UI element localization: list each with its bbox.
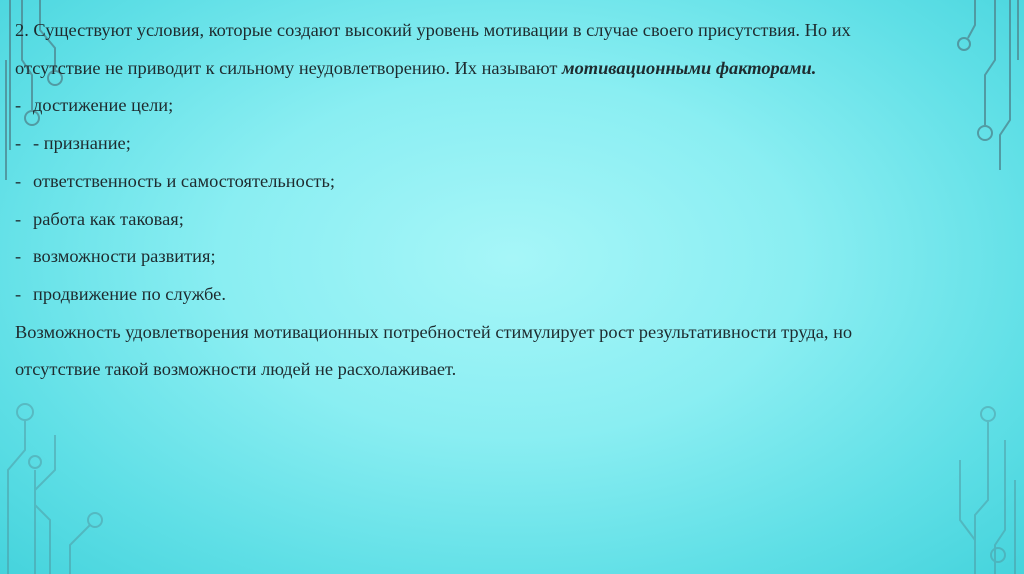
intro-line-2 <box>15 50 1015 88</box>
list-item-text: ответственность и самостоятельность; <box>33 170 335 191</box>
bullet-marker: - <box>15 95 22 116</box>
emphasis-term: мотивационными факторами. <box>561 57 817 78</box>
conclusion-line-2: отсутствие такой возможности людей не расхолаживает. <box>15 359 457 380</box>
bullet-marker: - <box>15 246 22 267</box>
bullet-marker: - <box>15 133 22 154</box>
bullet-marker: - <box>15 170 22 191</box>
list-item <box>15 201 1015 239</box>
list-item <box>15 125 1015 163</box>
bullet-marker: - <box>15 208 22 229</box>
list-item-text: продвижение по службе. <box>33 283 226 304</box>
intro-text-tail: отсутствие не приводит к сильному неудовлетворению. Их называют <box>15 57 558 78</box>
list-item <box>15 87 1015 125</box>
conclusion-line-1: Возможность удовлетворения мотивационных потребностей стимулирует рост результативности труда, но <box>15 321 853 342</box>
circuit-bottom-right <box>960 407 1015 574</box>
circuit-bottom-left <box>8 404 102 574</box>
list-item <box>15 276 1015 314</box>
list-item-text: достижение цели; <box>33 95 174 116</box>
list-item <box>15 238 1015 276</box>
list-item-text: - признание; <box>33 133 131 154</box>
list-item-text: работа как таковая; <box>33 208 184 229</box>
slide-body <box>15 12 1015 389</box>
list-item <box>15 163 1015 201</box>
list-item-text: возможности развития; <box>33 246 216 267</box>
intro-line-1: 2. Существуют условия, которые создают высокий уровень мотивации в случае своего присутствия. Но их <box>15 20 851 40</box>
bullet-marker: - <box>15 283 22 304</box>
